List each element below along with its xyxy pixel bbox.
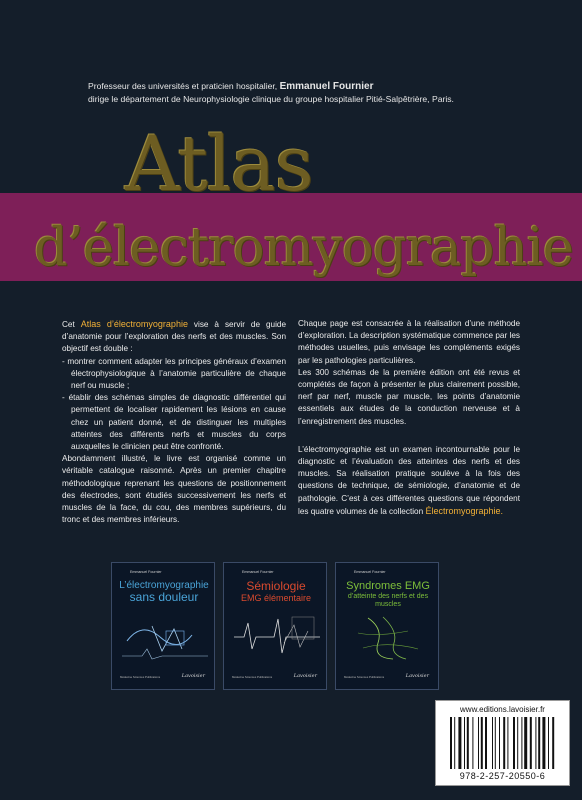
isbn-number: 978-2-257-20550-6 <box>459 771 546 781</box>
intro-rest: vise à servir de guide d’anatomie pour l’exploration des nerfs et des muscles. Son objectif est double : <box>62 320 287 354</box>
book-publisher: Médecine Sciences Publications <box>120 675 161 680</box>
title-line-1: Atlas <box>125 119 313 208</box>
right-text-column <box>298 318 520 518</box>
book-author: Emmanuel Fournier <box>130 570 162 574</box>
publisher-url: www.editions.lavoisier.fr <box>460 705 545 714</box>
list-item: - montrer comment adapter les principes généraux d’examen électrophysiologique à l’anatomie particulière de chaque nerf ou muscle ; <box>62 356 286 391</box>
author-bio <box>88 80 508 106</box>
book-imprint: Lavoisier <box>293 673 317 679</box>
book-title-1: Syndromes EMG <box>346 580 430 592</box>
author-name: Emmanuel Fournier <box>279 81 374 92</box>
book-cover <box>111 562 215 690</box>
muscle-illustration <box>348 613 428 661</box>
book-imprint: Lavoisier <box>405 673 429 679</box>
collection-name: Électromyographie. <box>425 505 503 516</box>
book-title-2: EMG élémentaire <box>240 593 312 603</box>
nerve-illustration <box>122 611 208 661</box>
body-paragraph: Abondamment illustré, le livre est organisé comme un véritable catalogue raisonné. Après un premier chapitre méthodologique reprenant les questions de positionnement des électrodes, sont étudiés successivement les nerfs et muscles de la face, du cou, des membres supérieurs, du tronc et des membres inférieurs. <box>62 454 286 525</box>
book-title-1: L’électromyographie <box>119 580 209 591</box>
book-cover <box>335 562 439 690</box>
book-author: Emmanuel Fournier <box>242 570 274 574</box>
book-author: Emmanuel Fournier <box>354 570 386 574</box>
intro-paragraph <box>62 318 286 356</box>
intro-prefix: Cet <box>62 320 75 329</box>
body-paragraph: Chaque page est consacrée à la réalisation d’une méthode d’exploration. La description systématique commence par les méthodes usuelles, puis envisage les compléments exigés par les pathologies particulières. <box>298 319 520 365</box>
emg-trace-illustration <box>234 613 320 661</box>
objective-list <box>62 356 286 454</box>
collection-text: L’électromyographie est un examen incontournable pour le diagnostic et l’évaluation des atteintes des nerfs et des muscles. Sa réalisation pratique soulève à la fois des questions de technique, de sémiologie, d’anatomie et de pathologie. C’est à ces différentes questions que répondent les quatre volumes de la collection <box>298 444 520 516</box>
book-title-1: Sémiologie <box>246 579 306 593</box>
barcode-panel <box>435 700 570 786</box>
book-publisher: Médecine Sciences Publications <box>344 675 385 680</box>
book-imprint: Lavoisier <box>181 673 205 679</box>
body-paragraph <box>298 444 520 518</box>
list-item: - établir des schémas simples de diagnostic différentiel qui permettent de localiser rapidement les lésions en cause chez un patient donné, et de distinguer les multiples atteintes des différents nerfs et muscles du corps auxquelles le clinicien peut être confronté. <box>62 393 286 452</box>
author-bio-rest: dirige le département de Neurophysiologie clinique du groupe hospitalier Pitié-Salpêtrière, Paris. <box>88 94 454 104</box>
book-title-2: sans douleur <box>129 590 199 604</box>
book-title-2: d’atteinte des nerfs et des muscles <box>347 593 429 608</box>
barcode-icon <box>450 717 555 769</box>
author-bio-prefix: Professeur des universités et praticien hospitalier, <box>88 81 278 91</box>
left-text-column <box>62 318 286 526</box>
book-cover <box>223 562 327 690</box>
title-line-2: d’électromyographie <box>34 217 574 278</box>
body-paragraph: Les 300 schémas de la première édition ont été revus et complétés de façon à présenter le plus clairement possible, nerf par nerf, muscle par muscle, les points d’anatomie essentiels aux études de la conduction nerveuse et à l’enregistrement des muscles. <box>298 367 520 426</box>
intro-highlight: Atlas d’électromyographie <box>80 319 188 329</box>
related-books <box>111 562 439 690</box>
book-publisher: Médecine Sciences Publications <box>232 675 273 680</box>
